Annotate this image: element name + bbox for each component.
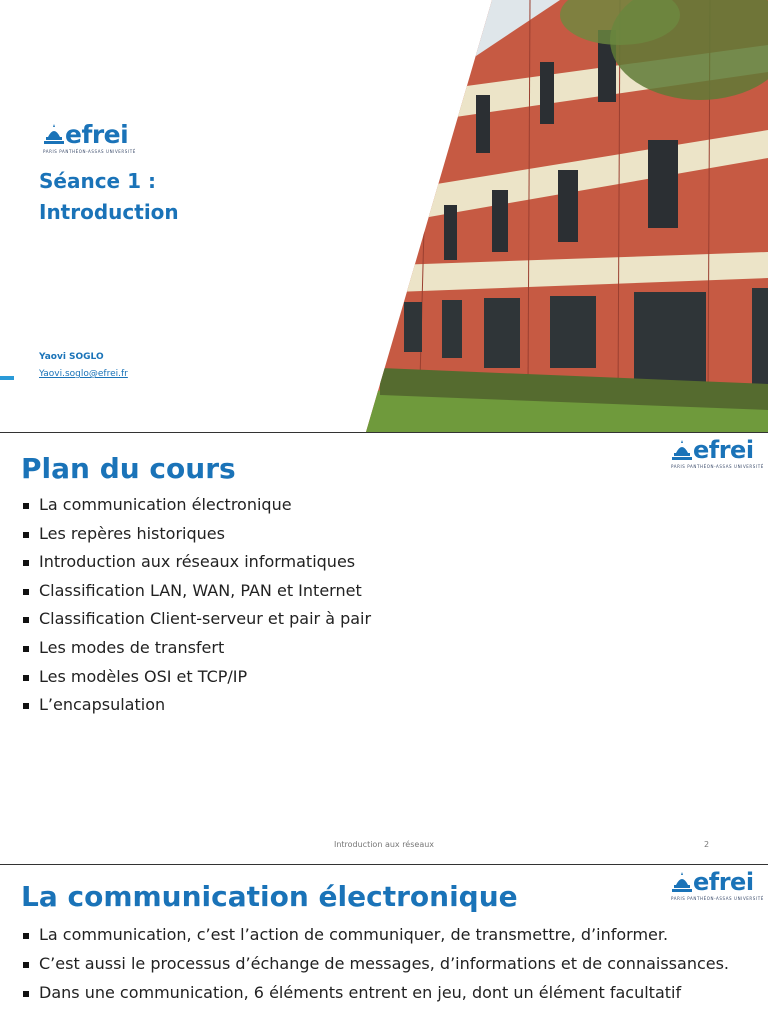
list-item: Dans une communication, 6 éléments entrent en jeu, dont un élément facultatif xyxy=(21,983,746,1003)
title-slide xyxy=(0,0,768,432)
logo-tagline: PARIS PANTHÉON-ASSAS UNIVERSITÉ xyxy=(43,149,136,154)
communication-list xyxy=(21,925,746,1012)
list-item: La communication électronique xyxy=(21,495,746,524)
logo-tagline: PARIS PANTHÉON-ASSAS UNIVERSITÉ xyxy=(671,896,764,901)
title-line-1: Séance 1 : xyxy=(39,169,156,193)
logo-wordmark: efrei xyxy=(693,436,754,464)
list-item: C’est aussi le processus d’échange de messages, d’informations et de connaissances. xyxy=(21,954,746,974)
logo-wordmark: efrei xyxy=(65,120,129,149)
slide-footer: Introduction aux réseaux xyxy=(333,840,435,849)
communication-slide xyxy=(0,864,768,1025)
dome-icon xyxy=(43,122,65,146)
efrei-logo xyxy=(671,868,764,901)
author-email-link[interactable]: Yaovi.soglo@efrei.fr xyxy=(39,369,128,379)
dome-icon xyxy=(671,438,693,462)
list-item: Les repères historiques xyxy=(21,524,746,553)
slide-title xyxy=(39,166,179,228)
list-item: La communication, c’est l’action de communiquer, de transmettre, d’informer. xyxy=(21,925,746,945)
list-item: Introduction aux réseaux informatiques xyxy=(21,552,746,581)
page-number: 2 xyxy=(704,840,710,849)
author-name: Yaovi SOGLO xyxy=(39,352,104,362)
logo-tagline: PARIS PANTHÉON-ASSAS UNIVERSITÉ xyxy=(671,464,764,469)
slide-title: La communication électronique xyxy=(21,880,518,913)
efrei-logo xyxy=(43,120,136,154)
title-line-2: Introduction xyxy=(39,200,179,224)
list-item: Les modes de transfert xyxy=(21,638,746,667)
efrei-logo xyxy=(671,436,764,469)
list-item: Les modèles OSI et TCP/IP xyxy=(21,667,746,696)
course-plan-list xyxy=(21,495,746,724)
accent-marker xyxy=(0,376,14,380)
logo-wordmark: efrei xyxy=(693,868,754,896)
list-item: Classification LAN, WAN, PAN et Internet xyxy=(21,581,746,610)
slide-title: Plan du cours xyxy=(21,452,236,485)
list-item: Classification Client-serveur et pair à pair xyxy=(21,609,746,638)
list-item: L’encapsulation xyxy=(21,695,746,724)
course-plan-slide xyxy=(0,432,768,865)
dome-icon xyxy=(671,870,693,894)
